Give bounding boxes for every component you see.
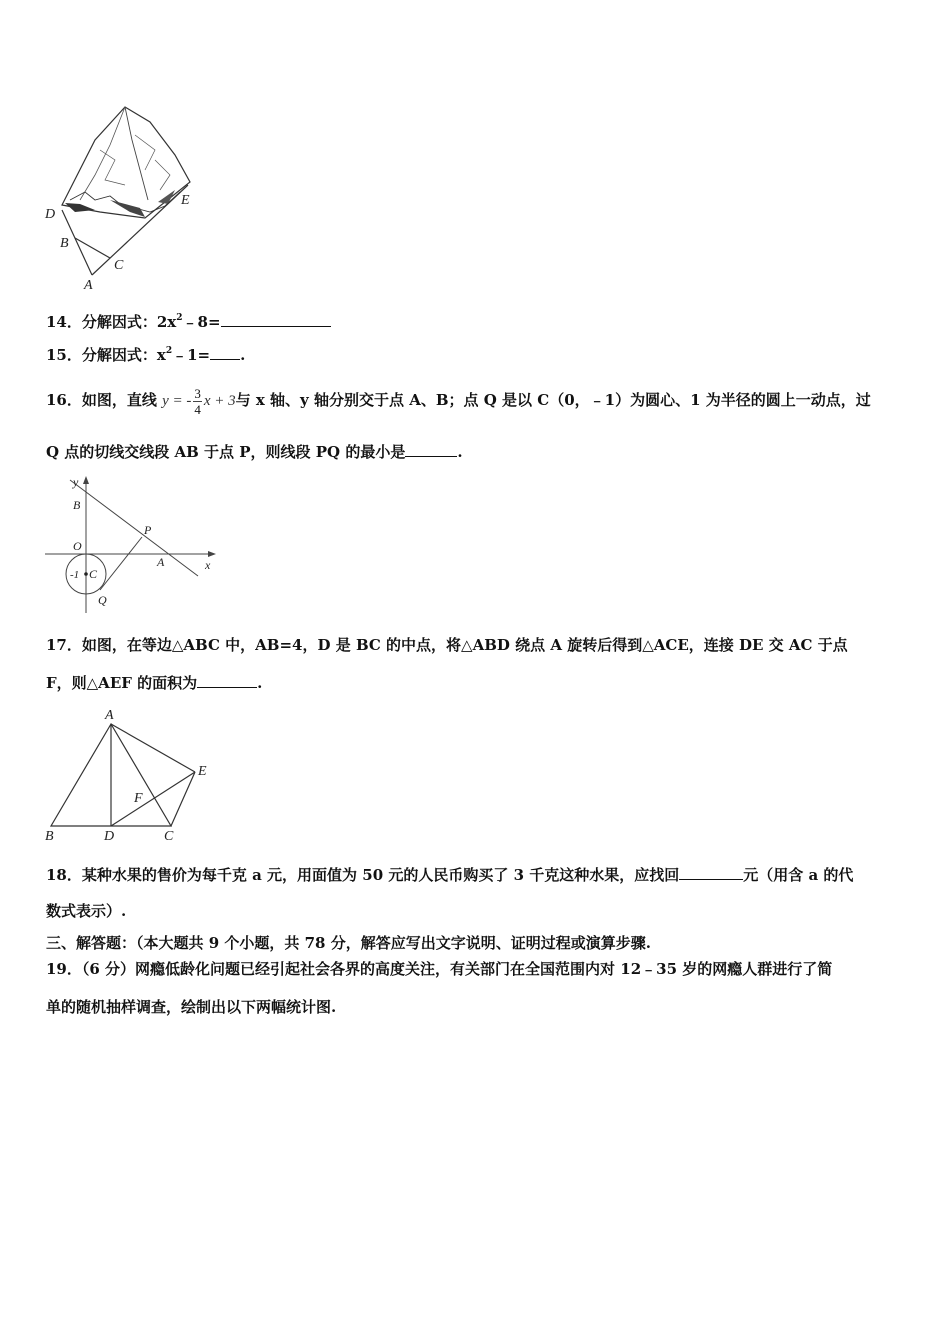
q16-answer-blank[interactable] [405, 441, 457, 457]
label-b: B [73, 498, 81, 512]
section-3-heading [46, 933, 651, 953]
q15-suffix: ﹣1= [172, 346, 211, 364]
label-neg-1: -1 [70, 569, 80, 581]
q15-answer-blank[interactable] [210, 344, 240, 360]
label-b: B [60, 236, 69, 251]
tangent-pq [100, 537, 142, 590]
q16-line2-end: . [457, 443, 463, 461]
figure-triangle [40, 702, 220, 848]
q18-line1-suffix: 元（用含 a 的代 [743, 866, 854, 884]
label-a: A [105, 708, 114, 723]
q17-answer-blank[interactable] [197, 672, 257, 688]
label-a: A [157, 555, 165, 569]
line-b-c [75, 238, 110, 258]
figure-mountain [40, 100, 210, 292]
q16-fraction-denominator: 4 [194, 401, 201, 417]
label-x: x [205, 558, 211, 572]
q18-line2: 数式表示）. [46, 902, 127, 920]
question-18-line-2 [46, 901, 126, 921]
question-16-line-2 [46, 441, 463, 462]
label-q: Q [98, 593, 107, 607]
q16-equation-lhs: y = - [162, 393, 192, 409]
q17-line2: F，则△AEF 的面积为 [46, 674, 198, 692]
q17-line2-end: . [257, 674, 263, 692]
q14-prefix: 14．分解因式：2x [46, 313, 177, 331]
q14-suffix: ﹣8= [182, 313, 221, 331]
question-14 [46, 311, 331, 332]
q16-line1-suffix: 与 x 轴、y 轴分别交于点 A、B；点 Q 是以 C（0，﹣1）为圆心、1 为半径的圆上一动点，过 [235, 391, 871, 409]
segment-ae [111, 724, 195, 772]
center-dot-c [84, 572, 88, 576]
label-e: E [198, 764, 207, 779]
label-b: B [45, 829, 54, 844]
q16-equation-rhs: x + 3 [203, 393, 236, 409]
q15-exponent: 2 [165, 346, 173, 356]
label-e: E [181, 193, 190, 208]
label-d: D [45, 207, 56, 222]
q16-fraction-numerator: 3 [194, 385, 201, 401]
label-p: P [144, 523, 152, 537]
label-c: C [89, 567, 98, 581]
question-17-line-1 [46, 635, 848, 655]
x-axis-arrow [208, 551, 216, 557]
label-a: A [84, 278, 93, 293]
question-16-line-1 [46, 381, 871, 420]
y-axis-arrow [83, 476, 89, 484]
question-18-line-1 [46, 864, 853, 885]
q14-answer-blank[interactable] [221, 311, 331, 327]
figure-circle-coordinate [40, 470, 230, 620]
q15-prefix: 15．分解因式：x [46, 346, 166, 364]
question-17-line-2 [46, 672, 262, 693]
label-f: F [134, 791, 143, 806]
q15-end: . [240, 346, 246, 364]
q14-exponent: 2 [176, 313, 183, 323]
label-y: y [73, 475, 79, 489]
question-19-line-2 [46, 997, 336, 1017]
section-3-heading-text: 三、解答题：（本大题共 9 个小题，共 78 分，解答应写出文字说明、证明过程或演算步骤. [46, 934, 651, 952]
q18-line1-prefix: 18．某种水果的售价为每千克 a 元，用面值为 50 元的人民币购买了 3 千克这种水果，应找回 [46, 866, 680, 884]
q19-line1: 19．（6 分）网瘾低龄化问题已经引起社会各界的高度关注，有关部门在全国范围内对 12﹣35 岁的网瘾人群进行了简 [46, 960, 833, 978]
q18-answer-blank[interactable] [679, 864, 743, 880]
q16-line2: Q 点的切线交线段 AB 于点 P，则线段 PQ 的最小是 [46, 443, 406, 461]
line-ab [70, 480, 198, 576]
q16-line1-prefix: 16．如图，直线 [46, 391, 157, 409]
question-15 [46, 344, 245, 365]
label-d: D [104, 829, 115, 844]
q17-line1: 17．如图，在等边△ABC 中，AB=4，D 是 BC 的中点，将△ABD 绕点 A 旋转后得到△ACE，连接 DE 交 AC 于点 [46, 636, 848, 654]
label-c: C [164, 829, 174, 844]
q16-fraction [193, 386, 202, 417]
label-o: O [73, 539, 82, 553]
label-c: C [114, 258, 124, 273]
q19-line2: 单的随机抽样调查，绘制出以下两幅统计图. [46, 998, 337, 1016]
question-19-line-1 [46, 959, 832, 979]
